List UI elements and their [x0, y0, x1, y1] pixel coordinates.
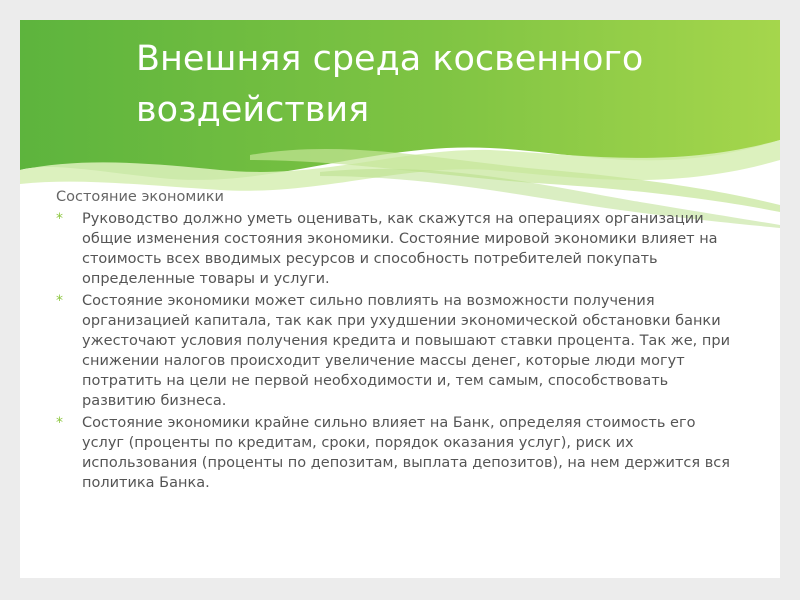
slide	[20, 20, 780, 578]
section-heading: Состояние экономики	[56, 189, 224, 205]
bullet-item	[56, 209, 736, 289]
bullet-text: Состояние экономики крайне сильно влияет на Банк, определяя стоимость его услуг (проценты по кредитам, сроки, порядок оказания услуг), риск их использования (проценты по депозитам, выплата депозитов), на нем держится вся политика Банка.	[82, 415, 730, 491]
bullet-item	[56, 291, 736, 411]
asterisk-bullet-icon: *	[56, 415, 63, 431]
slide-title: Внешняя среда косвенного воздействия	[136, 39, 644, 130]
slide-content	[56, 187, 736, 495]
bullet-list	[56, 209, 736, 493]
bullet-text: Состояние экономики может сильно повлиять на возможности получения организацией капитала, так как при ухудшении экономической обстановки банки ужесточают условия получения кредита и повышают ставки процента. Так же, при снижении налогов происходит увеличение массы денег, которые люди могут потратить на цели не первой необходимости и, тем самым, способствовать развитию бизнеса.	[82, 293, 730, 409]
asterisk-bullet-icon: *	[56, 293, 63, 309]
bullet-item	[56, 413, 736, 493]
asterisk-bullet-icon: *	[56, 211, 63, 227]
bullet-text: Руководство должно уметь оценивать, как скажутся на операциях организации общие изменения состояния экономики. Состояние мировой экономики влияет на стоимость всех вводимых ресурсов и способность потребителей покупать определенные товары и услуги.	[82, 211, 718, 287]
